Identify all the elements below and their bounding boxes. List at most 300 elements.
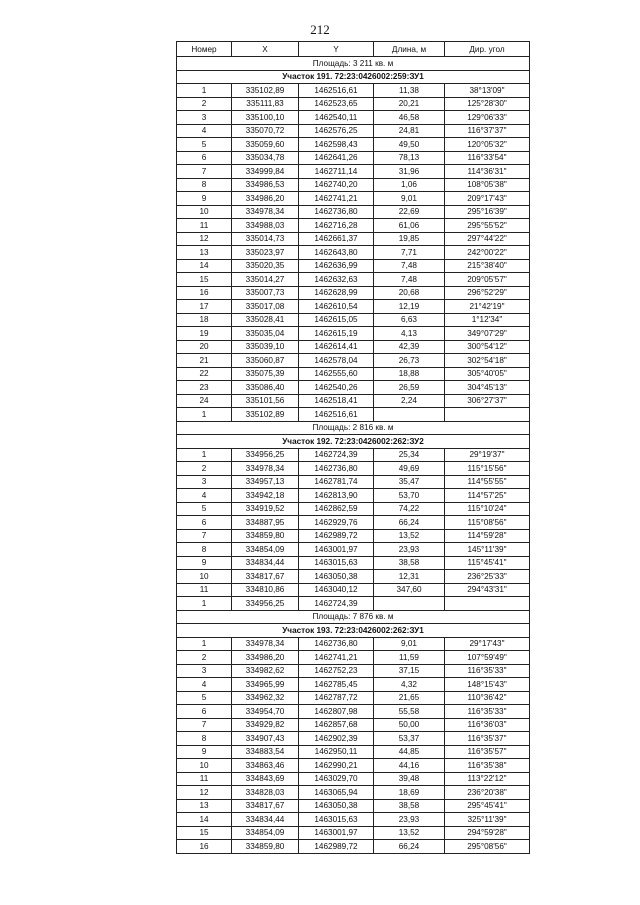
cell-length: 42,39 <box>374 340 445 354</box>
cell-angle: 297°44'22" <box>445 232 530 246</box>
cell-x: 334834,44 <box>232 813 299 827</box>
cell-y: 1462989,72 <box>299 840 374 854</box>
cell-x: 335100,10 <box>232 111 299 125</box>
table-row <box>177 327 530 341</box>
cell-number: 3 <box>177 475 232 489</box>
cell-x: 335014,27 <box>232 273 299 287</box>
cell-angle: 215°38'40" <box>445 259 530 273</box>
cell-x: 335039,10 <box>232 340 299 354</box>
cell-y: 1462518,41 <box>299 394 374 408</box>
cell-y: 1462716,28 <box>299 219 374 233</box>
cell-y: 1463001,97 <box>299 826 374 840</box>
cell-number: 6 <box>177 705 232 719</box>
cell-y: 1462740,20 <box>299 178 374 192</box>
plot-row <box>177 70 530 84</box>
cell-y: 1462711,14 <box>299 165 374 179</box>
cell-y: 1462540,11 <box>299 111 374 125</box>
table-row <box>177 124 530 138</box>
cell-length: 13,52 <box>374 826 445 840</box>
table-body <box>177 57 530 854</box>
header-length: Длина, м <box>374 42 445 57</box>
page-number: 212 <box>310 22 330 37</box>
cell-angle: 349°07'29" <box>445 327 530 341</box>
cell-x: 334859,80 <box>232 840 299 854</box>
cell-number: 19 <box>177 327 232 341</box>
cell-number: 8 <box>177 178 232 192</box>
table-row <box>177 367 530 381</box>
area-label: Площадь: 7 876 кв. м <box>177 610 530 624</box>
table-row <box>177 543 530 557</box>
cell-number: 7 <box>177 718 232 732</box>
cell-angle: 145°11'39" <box>445 543 530 557</box>
cell-angle: 302°54'18" <box>445 354 530 368</box>
cell-length: 12,19 <box>374 300 445 314</box>
cell-y: 1463050,38 <box>299 570 374 584</box>
cell-length: 1,06 <box>374 178 445 192</box>
cell-length: 11,38 <box>374 84 445 98</box>
header-x: X <box>232 42 299 57</box>
cell-y: 1462540,26 <box>299 381 374 395</box>
header-y: Y <box>299 42 374 57</box>
cell-x: 334978,34 <box>232 637 299 651</box>
cell-y: 1462636,99 <box>299 259 374 273</box>
cell-length: 31,96 <box>374 165 445 179</box>
cell-number: 7 <box>177 165 232 179</box>
table-row <box>177 489 530 503</box>
cell-length: 49,69 <box>374 462 445 476</box>
cell-length: 7,48 <box>374 273 445 287</box>
area-row <box>177 610 530 624</box>
cell-number: 1 <box>177 637 232 651</box>
cell-x: 334919,52 <box>232 502 299 516</box>
table-row <box>177 516 530 530</box>
cell-angle: 116°33'54" <box>445 151 530 165</box>
cell-angle: 295°55'52" <box>445 219 530 233</box>
cell-angle: 294°43'31" <box>445 583 530 597</box>
cell-angle: 116°36'03" <box>445 718 530 732</box>
cell-length: 39,48 <box>374 772 445 786</box>
cell-y: 1462578,04 <box>299 354 374 368</box>
cell-y: 1463029,70 <box>299 772 374 786</box>
cell-angle: 116°35'37" <box>445 732 530 746</box>
table-row <box>177 408 530 422</box>
cell-y: 1462615,05 <box>299 313 374 327</box>
plot-label: Участок 191. 72:23:0426002:259:ЗУ1 <box>177 70 530 84</box>
cell-x: 334982,62 <box>232 664 299 678</box>
cell-y: 1462950,11 <box>299 745 374 759</box>
cell-x: 335007,73 <box>232 286 299 300</box>
cell-x: 335060,87 <box>232 354 299 368</box>
cell-number: 20 <box>177 340 232 354</box>
cell-length: 20,68 <box>374 286 445 300</box>
cell-number: 13 <box>177 799 232 813</box>
cell-number: 9 <box>177 745 232 759</box>
cell-angle: 295°08'56" <box>445 840 530 854</box>
table-row <box>177 772 530 786</box>
cell-x: 335102,89 <box>232 84 299 98</box>
cell-angle: 129°06'33" <box>445 111 530 125</box>
cell-number: 11 <box>177 219 232 233</box>
cell-x: 334956,25 <box>232 448 299 462</box>
table-row <box>177 192 530 206</box>
cell-x: 334986,20 <box>232 192 299 206</box>
cell-number: 14 <box>177 813 232 827</box>
cell-angle: 115°15'56" <box>445 462 530 476</box>
cell-y: 1463040,12 <box>299 583 374 597</box>
cell-angle: 108°05'38" <box>445 178 530 192</box>
cell-angle: 1°12'34" <box>445 313 530 327</box>
cell-x: 334907,43 <box>232 732 299 746</box>
cell-x: 335014,73 <box>232 232 299 246</box>
area-label: Площадь: 2 816 кв. м <box>177 421 530 435</box>
table-row <box>177 313 530 327</box>
cell-number: 15 <box>177 273 232 287</box>
cell-angle: 29°17'43" <box>445 637 530 651</box>
cell-angle: 116°35'33" <box>445 705 530 719</box>
cell-angle: 107°59'49" <box>445 651 530 665</box>
coordinates-table <box>176 41 530 854</box>
cell-y: 1462741,21 <box>299 192 374 206</box>
cell-number: 4 <box>177 124 232 138</box>
cell-length: 74,22 <box>374 502 445 516</box>
cell-angle: 29°19'37" <box>445 448 530 462</box>
cell-x: 334828,03 <box>232 786 299 800</box>
cell-x: 335023,97 <box>232 246 299 260</box>
cell-number: 5 <box>177 691 232 705</box>
cell-angle: 21°42'19" <box>445 300 530 314</box>
cell-number: 23 <box>177 381 232 395</box>
cell-length: 61,06 <box>374 219 445 233</box>
cell-length: 2,24 <box>374 394 445 408</box>
table-row <box>177 111 530 125</box>
cell-x: 335111,83 <box>232 97 299 111</box>
cell-x: 334957,13 <box>232 475 299 489</box>
cell-number: 2 <box>177 97 232 111</box>
cell-angle: 115°10'24" <box>445 502 530 516</box>
cell-x: 334999,84 <box>232 165 299 179</box>
table-row <box>177 597 530 611</box>
cell-length: 26,59 <box>374 381 445 395</box>
cell-y: 1462724,39 <box>299 597 374 611</box>
cell-x: 335020,35 <box>232 259 299 273</box>
cell-length: 26,73 <box>374 354 445 368</box>
cell-angle: 295°16'39" <box>445 205 530 219</box>
cell-length: 12,31 <box>374 570 445 584</box>
cell-number: 11 <box>177 772 232 786</box>
cell-y: 1462989,72 <box>299 529 374 543</box>
cell-x: 335075,39 <box>232 367 299 381</box>
cell-angle: 296°52'29" <box>445 286 530 300</box>
cell-number: 1 <box>177 84 232 98</box>
cell-x: 334854,09 <box>232 826 299 840</box>
cell-length: 25,34 <box>374 448 445 462</box>
cell-y: 1463065,94 <box>299 786 374 800</box>
table-row <box>177 165 530 179</box>
cell-number: 6 <box>177 151 232 165</box>
cell-angle: 148°15'43" <box>445 678 530 692</box>
cell-number: 16 <box>177 286 232 300</box>
cell-angle: 325°11'39" <box>445 813 530 827</box>
cell-length: 23,93 <box>374 543 445 557</box>
cell-angle <box>445 408 530 422</box>
cell-number: 12 <box>177 232 232 246</box>
cell-x: 334965,99 <box>232 678 299 692</box>
cell-number: 2 <box>177 462 232 476</box>
table-row <box>177 394 530 408</box>
header-row <box>177 42 530 57</box>
cell-number: 9 <box>177 192 232 206</box>
cell-y: 1462641,26 <box>299 151 374 165</box>
cell-x: 335059,60 <box>232 138 299 152</box>
plot-label: Участок 193. 72:23:0426002:262:ЗУ1 <box>177 624 530 638</box>
cell-number: 1 <box>177 448 232 462</box>
cell-number: 8 <box>177 732 232 746</box>
cell-length: 53,70 <box>374 489 445 503</box>
cell-x: 334988,03 <box>232 219 299 233</box>
cell-number: 1 <box>177 597 232 611</box>
cell-y: 1462516,61 <box>299 84 374 98</box>
cell-length: 9,01 <box>374 192 445 206</box>
table-row <box>177 232 530 246</box>
table-row <box>177 462 530 476</box>
cell-angle: 120°05'32" <box>445 138 530 152</box>
cell-number: 12 <box>177 786 232 800</box>
plot-row <box>177 624 530 638</box>
cell-y: 1462516,61 <box>299 408 374 422</box>
cell-angle: 114°36'31" <box>445 165 530 179</box>
cell-number: 13 <box>177 246 232 260</box>
cell-number: 4 <box>177 678 232 692</box>
table-row <box>177 556 530 570</box>
cell-length: 18,88 <box>374 367 445 381</box>
table-row <box>177 475 530 489</box>
plot-label: Участок 192. 72:23:0426002:262:ЗУ2 <box>177 435 530 449</box>
cell-x: 335070,72 <box>232 124 299 138</box>
cell-length: 35,47 <box>374 475 445 489</box>
cell-number: 2 <box>177 651 232 665</box>
cell-y: 1462661,37 <box>299 232 374 246</box>
cell-y: 1462628,99 <box>299 286 374 300</box>
table-row <box>177 705 530 719</box>
cell-x: 335034,78 <box>232 151 299 165</box>
cell-x: 335035,04 <box>232 327 299 341</box>
cell-y: 1462576,25 <box>299 124 374 138</box>
cell-x: 334817,67 <box>232 570 299 584</box>
cell-length: 24,81 <box>374 124 445 138</box>
cell-angle: 305°40'05" <box>445 367 530 381</box>
cell-x: 334834,44 <box>232 556 299 570</box>
cell-length: 23,93 <box>374 813 445 827</box>
cell-angle: 294°59'28" <box>445 826 530 840</box>
cell-angle: 116°37'37" <box>445 124 530 138</box>
cell-x: 335101,56 <box>232 394 299 408</box>
cell-x: 335028,41 <box>232 313 299 327</box>
table-row <box>177 246 530 260</box>
area-label: Площадь: 3 211 кв. м <box>177 57 530 71</box>
plot-row <box>177 435 530 449</box>
cell-x: 334954,70 <box>232 705 299 719</box>
cell-y: 1462785,45 <box>299 678 374 692</box>
table-row <box>177 799 530 813</box>
table-row <box>177 529 530 543</box>
cell-y: 1462643,80 <box>299 246 374 260</box>
table-row <box>177 448 530 462</box>
cell-length: 7,71 <box>374 246 445 260</box>
cell-length: 13,52 <box>374 529 445 543</box>
cell-angle: 209°17'43" <box>445 192 530 206</box>
cell-number: 7 <box>177 529 232 543</box>
cell-y: 1463001,97 <box>299 543 374 557</box>
cell-x: 335086,40 <box>232 381 299 395</box>
cell-x: 334863,46 <box>232 759 299 773</box>
cell-length: 9,01 <box>374 637 445 651</box>
cell-length: 55,58 <box>374 705 445 719</box>
cell-length <box>374 597 445 611</box>
cell-y: 1462736,80 <box>299 462 374 476</box>
cell-angle: 236°20'38" <box>445 786 530 800</box>
table-row <box>177 570 530 584</box>
cell-y: 1462632,63 <box>299 273 374 287</box>
cell-x: 334854,09 <box>232 543 299 557</box>
table-row <box>177 786 530 800</box>
cell-x: 334887,95 <box>232 516 299 530</box>
cell-angle: 242°00'22" <box>445 246 530 260</box>
cell-length: 49,50 <box>374 138 445 152</box>
cell-x: 334810,86 <box>232 583 299 597</box>
cell-number: 8 <box>177 543 232 557</box>
cell-number: 11 <box>177 583 232 597</box>
cell-y: 1462813,90 <box>299 489 374 503</box>
cell-number: 4 <box>177 489 232 503</box>
cell-length <box>374 408 445 422</box>
table-row <box>177 745 530 759</box>
cell-y: 1462787,72 <box>299 691 374 705</box>
cell-length: 347,60 <box>374 583 445 597</box>
cell-y: 1462807,98 <box>299 705 374 719</box>
cell-number: 10 <box>177 759 232 773</box>
table-row <box>177 583 530 597</box>
cell-number: 10 <box>177 570 232 584</box>
table-row <box>177 354 530 368</box>
cell-angle: 38°13'09" <box>445 84 530 98</box>
cell-number: 5 <box>177 502 232 516</box>
cell-length: 7,48 <box>374 259 445 273</box>
table-row <box>177 813 530 827</box>
cell-angle: 295°45'41" <box>445 799 530 813</box>
cell-x: 334956,25 <box>232 597 299 611</box>
cell-angle: 114°57'25" <box>445 489 530 503</box>
cell-angle: 114°55'55" <box>445 475 530 489</box>
cell-x: 334978,34 <box>232 462 299 476</box>
table-row <box>177 340 530 354</box>
cell-y: 1463015,63 <box>299 556 374 570</box>
table-row <box>177 840 530 854</box>
cell-number: 5 <box>177 138 232 152</box>
cell-x: 334859,80 <box>232 529 299 543</box>
cell-angle: 236°25'33" <box>445 570 530 584</box>
table-row <box>177 219 530 233</box>
cell-length: 37,15 <box>374 664 445 678</box>
table-row <box>177 691 530 705</box>
cell-angle: 115°08'56" <box>445 516 530 530</box>
table-row <box>177 718 530 732</box>
cell-length: 21,65 <box>374 691 445 705</box>
cell-y: 1462598,43 <box>299 138 374 152</box>
cell-x: 334817,67 <box>232 799 299 813</box>
table-row <box>177 759 530 773</box>
cell-x: 334986,53 <box>232 178 299 192</box>
cell-length: 46,58 <box>374 111 445 125</box>
cell-length: 18,69 <box>374 786 445 800</box>
table-row <box>177 97 530 111</box>
cell-angle: 209°05'57" <box>445 273 530 287</box>
cell-number: 10 <box>177 205 232 219</box>
cell-length: 53,37 <box>374 732 445 746</box>
cell-number: 17 <box>177 300 232 314</box>
cell-x: 334929,82 <box>232 718 299 732</box>
cell-angle: 114°59'28" <box>445 529 530 543</box>
cell-y: 1462857,68 <box>299 718 374 732</box>
cell-number: 1 <box>177 408 232 422</box>
cell-length: 66,24 <box>374 516 445 530</box>
table-row <box>177 826 530 840</box>
cell-length: 4,13 <box>374 327 445 341</box>
cell-number: 24 <box>177 394 232 408</box>
cell-x: 334843,69 <box>232 772 299 786</box>
cell-number: 9 <box>177 556 232 570</box>
cell-x: 334978,34 <box>232 205 299 219</box>
area-row <box>177 421 530 435</box>
cell-length: 78,13 <box>374 151 445 165</box>
cell-x: 335102,89 <box>232 408 299 422</box>
cell-length: 44,85 <box>374 745 445 759</box>
table-row <box>177 502 530 516</box>
cell-angle <box>445 597 530 611</box>
table-row <box>177 732 530 746</box>
header-number: Номер <box>177 42 232 57</box>
cell-length: 19,85 <box>374 232 445 246</box>
table-row <box>177 84 530 98</box>
table-row <box>177 637 530 651</box>
table-row <box>177 300 530 314</box>
cell-y: 1463015,63 <box>299 813 374 827</box>
cell-angle: 116°35'57" <box>445 745 530 759</box>
cell-number: 14 <box>177 259 232 273</box>
cell-number: 15 <box>177 826 232 840</box>
cell-length: 20,21 <box>374 97 445 111</box>
table-row <box>177 273 530 287</box>
table-row <box>177 381 530 395</box>
cell-number: 18 <box>177 313 232 327</box>
table-row <box>177 151 530 165</box>
table-row <box>177 178 530 192</box>
cell-y: 1462724,39 <box>299 448 374 462</box>
cell-x: 334942,18 <box>232 489 299 503</box>
area-row <box>177 57 530 71</box>
cell-x: 334962,32 <box>232 691 299 705</box>
cell-angle: 115°45'41" <box>445 556 530 570</box>
cell-y: 1462736,80 <box>299 637 374 651</box>
cell-y: 1462990,21 <box>299 759 374 773</box>
cell-y: 1462752,23 <box>299 664 374 678</box>
cell-length: 11,59 <box>374 651 445 665</box>
cell-y: 1462555,60 <box>299 367 374 381</box>
cell-number: 3 <box>177 664 232 678</box>
cell-angle: 110°36'42" <box>445 691 530 705</box>
cell-x: 334986,20 <box>232 651 299 665</box>
table-row <box>177 205 530 219</box>
cell-number: 3 <box>177 111 232 125</box>
